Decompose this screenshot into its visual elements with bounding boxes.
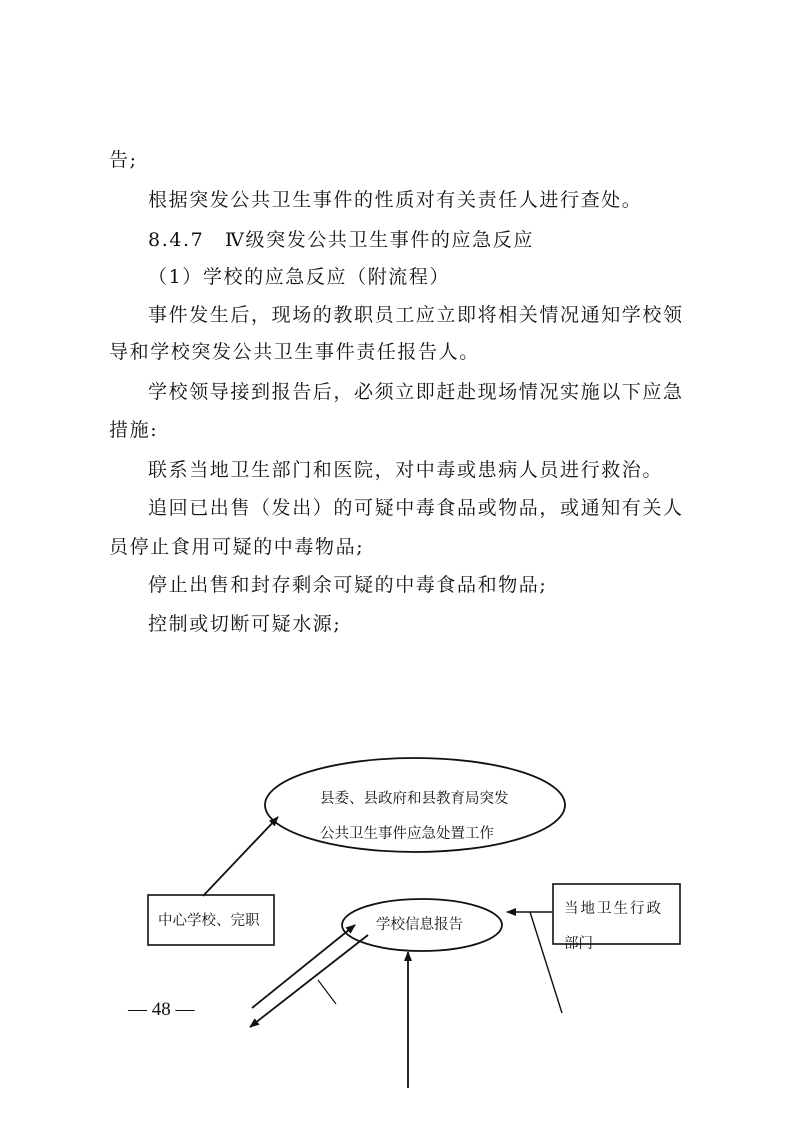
text-line: 停止出售和封存剩余可疑的中毒食品和物品;: [148, 574, 548, 596]
county-node-label-line2-text: 公共卫生事件应急处置工作: [320, 826, 494, 842]
page-number: — 48 —: [128, 999, 195, 1020]
county-node-label: 县委、县政府和县教育局突发: [320, 791, 509, 807]
text-line: 根据突发公共卫生事件的性质对有关责任人进行查处。: [148, 189, 643, 211]
arrow-diagonal-to-school: [252, 925, 355, 1008]
arrow-diagonal-from-school: [250, 935, 368, 1027]
central-school-node-label: 中心学校、完职: [158, 913, 260, 929]
county-node-label-line2: [320, 825, 494, 842]
school-report-node-label: 学校信息报告: [376, 917, 463, 933]
connector-health-down: [530, 912, 562, 1013]
section-heading: 8.4.7 Ⅳ级突发公共卫生事件的应急反应: [148, 229, 534, 251]
text-line: 追回已出售（发出）的可疑中毒食品或物品，或通知有关人: [148, 497, 684, 519]
text-line: 导和学校突发公共卫生事件责任报告人。: [109, 341, 480, 363]
health-admin-node-label-line2-text: 部门: [564, 936, 593, 952]
subsection-heading: （1）学校的应急反应（附流程）: [148, 266, 451, 288]
health-admin-node-label: 当地卫生行政: [564, 901, 663, 917]
health-admin-node-label-line2: [564, 935, 593, 952]
arrow-central-to-county: [203, 817, 278, 896]
small-tick-line: [318, 980, 336, 1004]
text-line: 告;: [109, 149, 138, 171]
text-line: 学校领导接到报告后，必须立即赶赴现场情况实施以下应急: [148, 381, 684, 403]
text-line: 措施:: [109, 419, 159, 441]
text-line: 控制或切断可疑水源;: [148, 613, 342, 635]
text-line: 员停止食用可疑的中毒物品;: [109, 536, 365, 558]
text-line: 事件发生后，现场的教职员工应立即将相关情况通知学校领: [148, 304, 684, 326]
text-line: 联系当地卫生部门和医院，对中毒或患病人员进行救治。: [148, 459, 664, 481]
